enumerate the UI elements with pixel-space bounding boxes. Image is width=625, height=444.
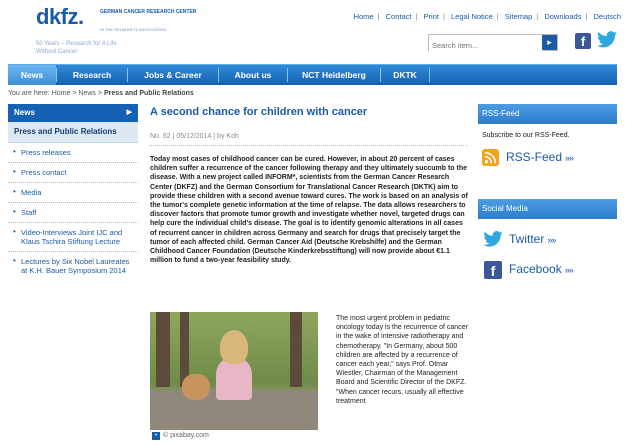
sidebar-item-label: Staff [21, 208, 37, 217]
double-chevron-right-icon: »» [547, 235, 556, 245]
dkfz-logo[interactable] [36, 6, 256, 60]
sidebar-item-media[interactable] [8, 183, 138, 203]
twitter-icon [482, 231, 504, 249]
bullet-icon: • [13, 227, 16, 236]
sidebar-item-press-contact[interactable] [8, 163, 138, 183]
photo-girl-hair [220, 330, 248, 364]
nav-jobs-career[interactable]: Jobs & Career [144, 70, 202, 80]
facebook-label [509, 262, 573, 276]
nav-dktk[interactable]: DKTK [393, 70, 417, 80]
sidebar-item-label: Video-Interviews Joint IJC and Klaus Tschira Stiftung Lecture [21, 228, 123, 246]
logo-wordmark: dkfz. [36, 4, 84, 29]
rss-feed-heading: RSS-Feed [478, 104, 617, 124]
top-link-legal-notice[interactable]: Legal Notice [451, 12, 493, 21]
logo-association: IN THE HELMHOLTZ ASSOCIATION [100, 27, 167, 32]
breadcrumb-separator: > [72, 90, 77, 97]
photo-teddy-bear [182, 374, 210, 400]
nav-nct-heidelberg[interactable]: NCT Heidelberg [302, 70, 366, 80]
logo-tagline: 50 Years – Research for A Life Without Cancer [36, 41, 117, 55]
site-header [0, 0, 625, 62]
sidebar-item-label: Press releases [21, 148, 71, 157]
facebook-icon[interactable]: f [575, 33, 591, 49]
zoom-icon[interactable]: + [152, 432, 160, 440]
bullet-icon: • [13, 167, 16, 176]
search-submit-button[interactable]: ▸ [542, 35, 557, 50]
top-link-sitemap[interactable]: Sitemap [504, 12, 533, 21]
photo-caption [152, 432, 209, 440]
bullet-icon: • [13, 187, 16, 196]
rss-feed-label [506, 150, 573, 164]
breadcrumb-home[interactable]: Home [51, 90, 71, 97]
photo-girl-dress [216, 358, 252, 400]
breadcrumb-news[interactable]: News [78, 90, 96, 97]
top-link-downloads[interactable]: Downloads [544, 12, 582, 21]
top-link-print[interactable]: Print [423, 12, 439, 21]
sidebar-item-label: Press contact [21, 168, 67, 177]
sidebar [8, 104, 138, 280]
sidebar-item-label: Lectures by Six Nobel Laureates at K.H. Bauer Symposium 2014 [21, 257, 130, 275]
top-link-home[interactable]: Home [353, 12, 374, 21]
article-photo[interactable] [150, 312, 318, 430]
facebook-link-text: Facebook [509, 262, 562, 276]
nav-about-us[interactable]: About us [234, 70, 272, 80]
search-box [428, 34, 558, 51]
photo-tree [156, 312, 170, 387]
facebook-icon: f [484, 261, 502, 279]
bullet-icon: • [13, 207, 16, 216]
twitter-icon[interactable] [596, 31, 618, 51]
twitter-bird-icon [597, 31, 617, 48]
sidebar-item-video-interviews[interactable] [8, 223, 138, 252]
breadcrumb-separator: > [97, 90, 102, 97]
rss-feed-link[interactable] [482, 147, 617, 169]
article-body: The most urgent problem in pediatric oncology today is the recurrence of cancer in the wake of intensive radiotherapy and chemotherapy. "In Germany, about 500 children are affected by a recurrence of cancer each year," says Prof. Otmar Wiestler, Chairman of the Management Board and Scientific Director of the DKFZ. "When cancer recurs, usually all effective treatment [336, 315, 468, 405]
search-input[interactable] [429, 38, 543, 53]
bullet-icon: • [13, 256, 16, 265]
nav-news[interactable]: News [8, 65, 56, 85]
double-chevron-right-icon: »» [564, 265, 573, 275]
sidebar-head-label: News [14, 108, 35, 117]
photo-credit: © pixabay.com [163, 432, 209, 439]
sidebar-item-nobel-lectures[interactable] [8, 252, 138, 280]
article-title: A second chance for children with cancer [150, 106, 368, 118]
sidebar-item-staff[interactable] [8, 203, 138, 223]
twitter-label [509, 232, 555, 246]
breadcrumb [8, 90, 194, 97]
social-media-heading: Social Media [478, 199, 617, 219]
nav-research[interactable]: Research [72, 70, 112, 80]
bullet-icon: • [13, 147, 16, 156]
sidebar-item-label: Media [21, 188, 42, 197]
main-nav [8, 64, 617, 85]
rss-feed-link-text: RSS-Feed [506, 150, 563, 164]
photo-tree [290, 312, 302, 387]
chevron-right-icon: ▶ [126, 109, 132, 116]
facebook-link[interactable] [482, 259, 617, 283]
double-chevron-right-icon: »» [565, 153, 574, 163]
sidebar-head-news[interactable] [8, 104, 138, 122]
top-link-deutsch[interactable]: Deutsch [593, 12, 621, 21]
sidebar-section-press[interactable]: Press and Public Relations [8, 122, 138, 143]
top-links: Home | Contact | Print | Legal Notice | Sitemap | Downloads | Deutsch [353, 12, 621, 21]
article [150, 104, 468, 265]
nav-divider [429, 68, 430, 82]
right-column [478, 104, 617, 283]
article-meta: No. 62 | 05/12/2014 | by Koh [150, 133, 468, 146]
breadcrumb-prefix: You are here: [8, 90, 50, 97]
top-link-contact[interactable]: Contact [385, 12, 412, 21]
article-lead: Today most cases of childhood cancer can be cured. However, in about 20 percent of cases children suffer a recurrence of the cancer following therapy and they ultimately succumb to the disease. With a new project called INFORM*, scientists from the German Cancer Research Center (DKFZ) and the German Consortium for Translational Cancer Research (DKTK) aim to provide these children with a second avenue toward cures. The work is based on an analysis of the tumor's complete genetic information at the time of relapse. The data allows researchers to discover factors that promote tumor growth and investigate whether novel, targeted drugs can help cure the individual child's disease. The goal is to identify genomic alterations in all cases of recurrent cancer in children across Germany and search for drugs that precisely target the tumor of each affected child. German Cancer Aid (Deutsche Krebshilfe) and the German Childhood Cancer Foundation (Deutsche Kinderkrebsstiftung) will now provide about €1.1 million to fund a two-year feasibility study. [150, 156, 468, 265]
twitter-bird-icon [483, 231, 503, 247]
rss-waves-icon [484, 151, 497, 164]
breadcrumb-current: Press and Public Relations [103, 90, 194, 97]
logo-center-name: GERMAN CANCER RESEARCH CENTER [100, 9, 197, 15]
rss-feed-text: Subscribe to our RSS-Feed. [482, 132, 570, 139]
twitter-link-text: Twitter [509, 232, 545, 246]
twitter-link[interactable] [482, 229, 617, 253]
rss-icon [482, 149, 499, 166]
sidebar-item-press-releases[interactable] [8, 143, 138, 163]
